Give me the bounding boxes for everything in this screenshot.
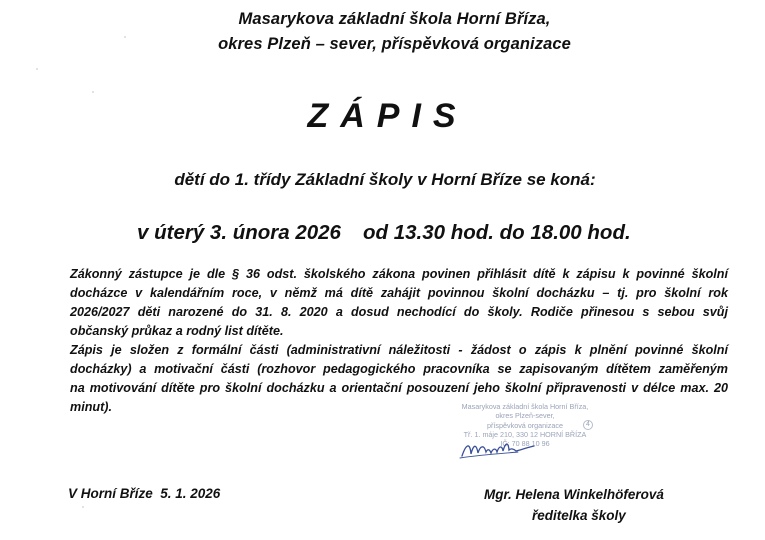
event-time: od 13.30 hod. do 18.00 hod. [362,221,631,244]
scan-speck [36,68,38,70]
scan-speck [82,506,84,508]
stamp-number-badge: 4 [583,420,593,430]
stamp-line: Tř. 1. máje 210, 330 12 HORNÍ BŘÍZA [463,429,587,439]
text-line: Zákonný zástupce je dle § 36 odst. školského zákona povinen přihlásit dítě k zápisu k povinné školní [70,267,728,281]
text-line: občanský průkaz a rodný list dítěte. [70,324,284,338]
stamp-line: příspěvková organizace [487,420,563,430]
event-date: v úterý 3. února 2026 [137,221,341,244]
director-role: ředitelka školy [532,508,626,523]
director-name: Mgr. Helena Winkelhöferová [484,487,664,502]
stamp-line: okres Plzeň-sever, [495,411,555,421]
paragraph-legal-obligation [70,265,728,341]
event-datetime [137,221,631,245]
text-line: na motivování dítěte pro školní docházku a orientační posouzení jeho školní připravenosti v délce max. 20 [70,381,728,395]
signature-icon [458,436,538,462]
text-line: docházky) a motivační části (rozhovor pedagogického pracovníka se zapisovaným dítětem zaměřeným [70,362,728,376]
school-name-line: Masarykova základní škola Horní Bříza, [238,10,551,28]
text-line: docházce v kalendářním roce, v němž má dítě zahájit povinnou školní docházku – tj. pro školní rok [70,286,728,300]
document-title: ZÁPIS [307,97,468,135]
paragraph-enrollment-structure [70,341,728,417]
stamp-line: IČ: 70 88 10 96 [500,439,550,449]
text-line: minut). [70,400,112,414]
stamp-line: Masarykova základní škola Horní Bříza, [461,402,589,411]
scan-speck [124,36,126,38]
document-subtitle: dětí do 1. třídy Základní školy v Horní Bříze se koná: [174,170,596,189]
scan-speck [92,91,94,93]
text-line: Zápis je složen z formální části (administrativní náležitosti - žádost o zápis k plnění povinné školní [70,343,728,357]
text-line: 2026/2027 děti narozené do 31. 8. 2020 a dosud nechodící do školy. Rodiče přinesou s sebou svůj [70,305,728,319]
place-and-date: V Horní Bříze 5. 1. 2026 [68,486,221,501]
school-district-line: okres Plzeň – sever, příspěvková organizace [218,35,571,53]
